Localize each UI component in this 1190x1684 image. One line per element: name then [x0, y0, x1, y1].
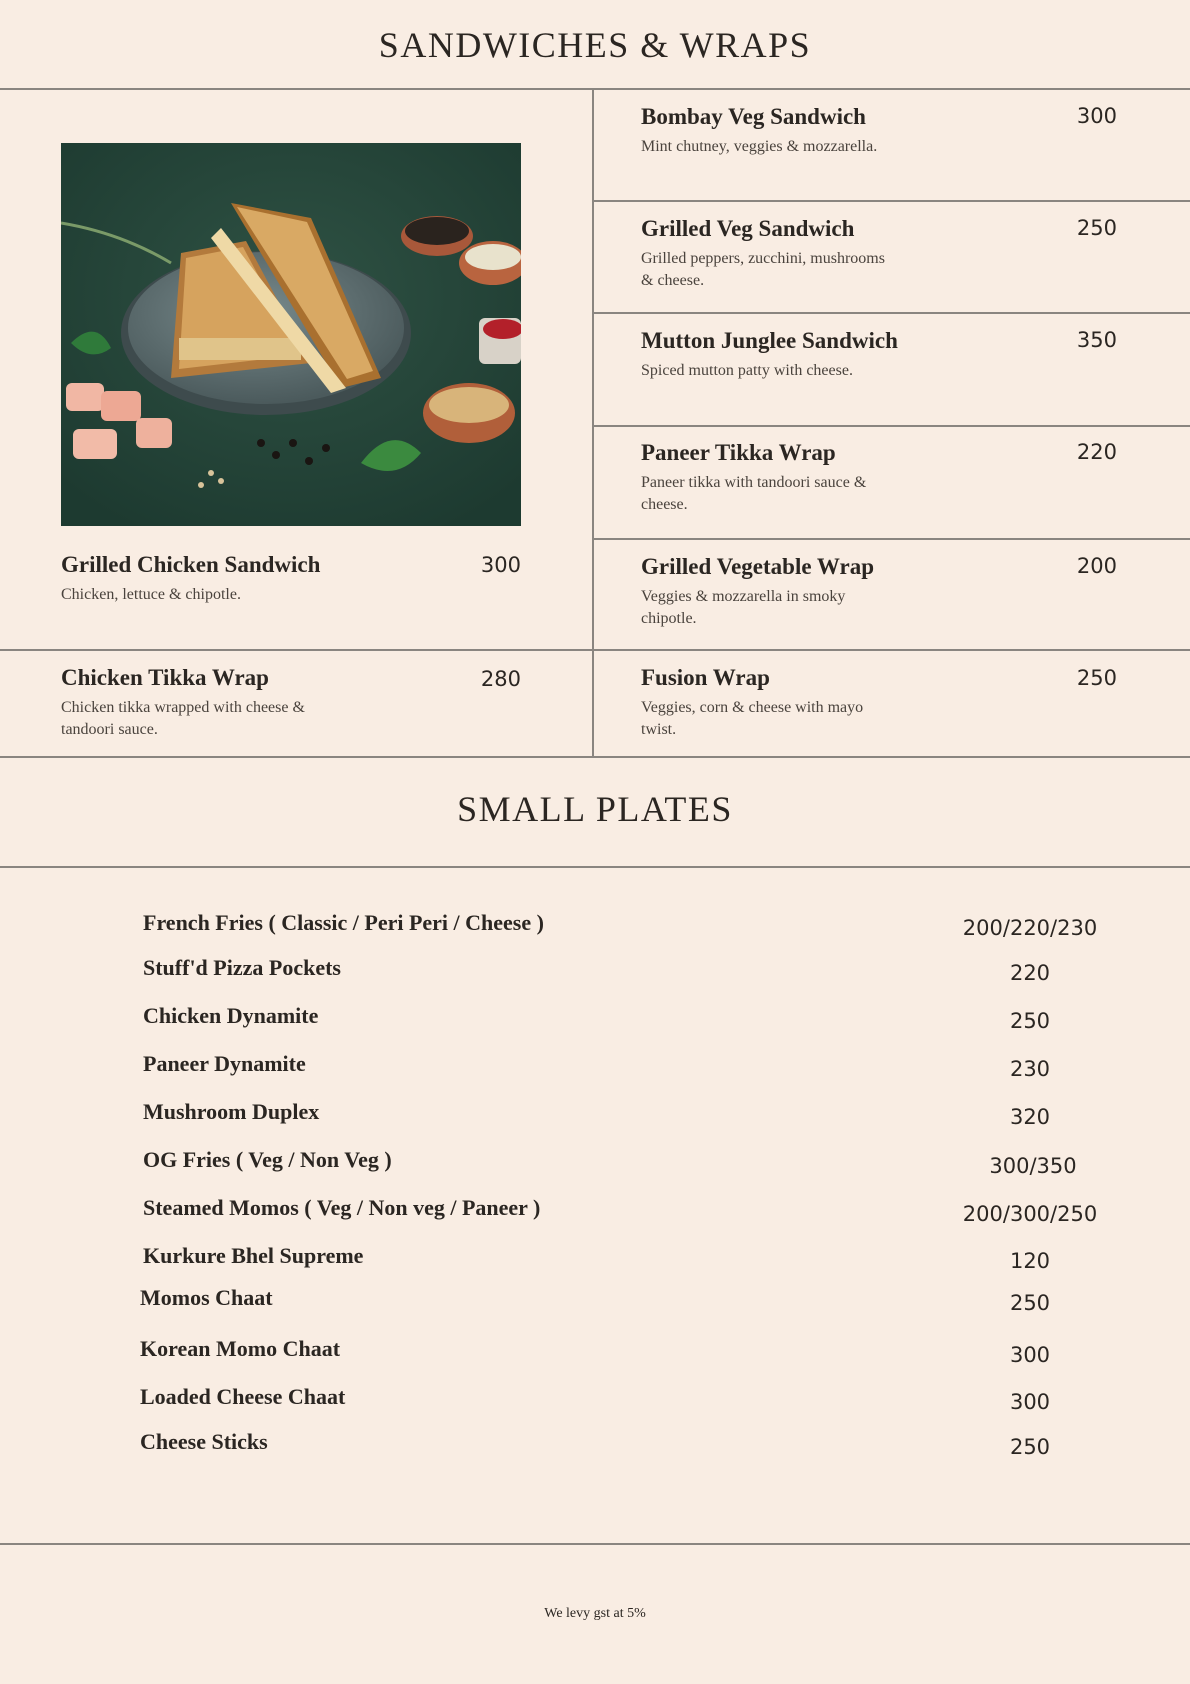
item-price: 350 — [1076, 328, 1117, 352]
divider — [0, 866, 1190, 868]
row-divider — [593, 312, 1190, 314]
item-price: 250 — [1076, 666, 1117, 690]
small-plate-price: 300 — [1009, 1390, 1051, 1414]
small-plate-price: 120 — [1009, 1249, 1051, 1273]
divider — [0, 756, 1190, 758]
small-plate-name: Steamed Momos ( Veg / Non veg / Paneer ) — [143, 1195, 541, 1220]
item-name: Paneer Tikka Wrap — [641, 440, 836, 465]
small-plate-price: 220 — [1009, 961, 1051, 985]
small-plate-price: 200/300/250 — [962, 1202, 1098, 1226]
menu-item — [641, 665, 891, 741]
menu-item — [61, 665, 311, 741]
item-name: Mutton Junglee Sandwich — [641, 328, 898, 353]
item-price: 300 — [480, 553, 521, 577]
small-plate-price: 320 — [1009, 1105, 1051, 1129]
small-plate-price: 250 — [1009, 1291, 1051, 1315]
divider — [0, 88, 1190, 90]
item-description: Spiced mutton patty with cheese. — [641, 362, 853, 379]
item-description: Chicken tikka wrapped with cheese & tandoori sauce. — [61, 699, 305, 738]
section-title-small-plates: SMALL PLATES — [457, 789, 733, 829]
section-title-sandwiches: SANDWICHES & WRAPS — [378, 25, 812, 65]
menu-item — [641, 328, 898, 382]
row-divider — [593, 200, 1190, 202]
small-plate-price: 300/350 — [989, 1154, 1077, 1178]
small-plate-name: Cheese Sticks — [140, 1429, 268, 1454]
small-plate-name: Stuff'd Pizza Pockets — [143, 955, 341, 980]
row-divider — [593, 538, 1190, 540]
featured-sandwich-photo — [61, 143, 521, 526]
small-plate-price: 250 — [1009, 1009, 1051, 1033]
menu-item — [641, 440, 891, 516]
column-divider — [592, 88, 594, 757]
small-plate-price: 230 — [1009, 1057, 1051, 1081]
item-description: Grilled peppers, zucchini, mushrooms & cheese. — [641, 250, 885, 289]
small-plate-name: Mushroom Duplex — [143, 1099, 320, 1124]
small-plate-price: 250 — [1009, 1435, 1051, 1459]
small-plate-name: French Fries ( Classic / Peri Peri / Cheese ) — [143, 910, 544, 935]
item-price: 220 — [1076, 440, 1117, 464]
item-name: Grilled Veg Sandwich — [641, 216, 855, 241]
item-description: Veggies & mozzarella in smoky chipotle. — [641, 588, 846, 627]
item-description: Paneer tikka with tandoori sauce & cheese. — [641, 474, 867, 513]
item-description: Mint chutney, veggies & mozzarella. — [641, 138, 878, 155]
item-description: Veggies, corn & cheese with mayo twist. — [641, 699, 864, 738]
gst-note: We levy gst at 5% — [544, 1606, 646, 1621]
small-plate-name: OG Fries ( Veg / Non Veg ) — [143, 1147, 392, 1172]
row-divider — [593, 425, 1190, 427]
menu-item — [641, 104, 891, 158]
item-price: 200 — [1076, 554, 1117, 578]
item-name: Fusion Wrap — [641, 665, 770, 690]
menu-item — [641, 554, 891, 630]
menu-item — [641, 216, 891, 292]
small-plate-name: Korean Momo Chaat — [140, 1336, 341, 1361]
item-price: 300 — [1076, 104, 1117, 128]
small-plate-name: Momos Chaat — [140, 1285, 273, 1310]
item-price: 280 — [480, 667, 521, 691]
small-plate-name: Kurkure Bhel Supreme — [143, 1243, 364, 1268]
item-name: Grilled Vegetable Wrap — [641, 554, 874, 579]
small-plate-price: 200/220/230 — [962, 916, 1098, 940]
menu-item-featured — [61, 552, 361, 606]
item-name: Grilled Chicken Sandwich — [61, 552, 321, 577]
small-plate-name: Loaded Cheese Chaat — [140, 1384, 346, 1409]
small-plate-price: 300 — [1009, 1343, 1051, 1367]
item-price: 250 — [1076, 216, 1117, 240]
row-divider — [0, 649, 1190, 651]
divider — [0, 1543, 1190, 1545]
item-description: Chicken, lettuce & chipotle. — [61, 586, 241, 603]
item-name: Bombay Veg Sandwich — [641, 104, 866, 129]
item-name: Chicken Tikka Wrap — [61, 665, 269, 690]
small-plate-name: Chicken Dynamite — [143, 1003, 319, 1028]
small-plate-name: Paneer Dynamite — [143, 1051, 306, 1076]
